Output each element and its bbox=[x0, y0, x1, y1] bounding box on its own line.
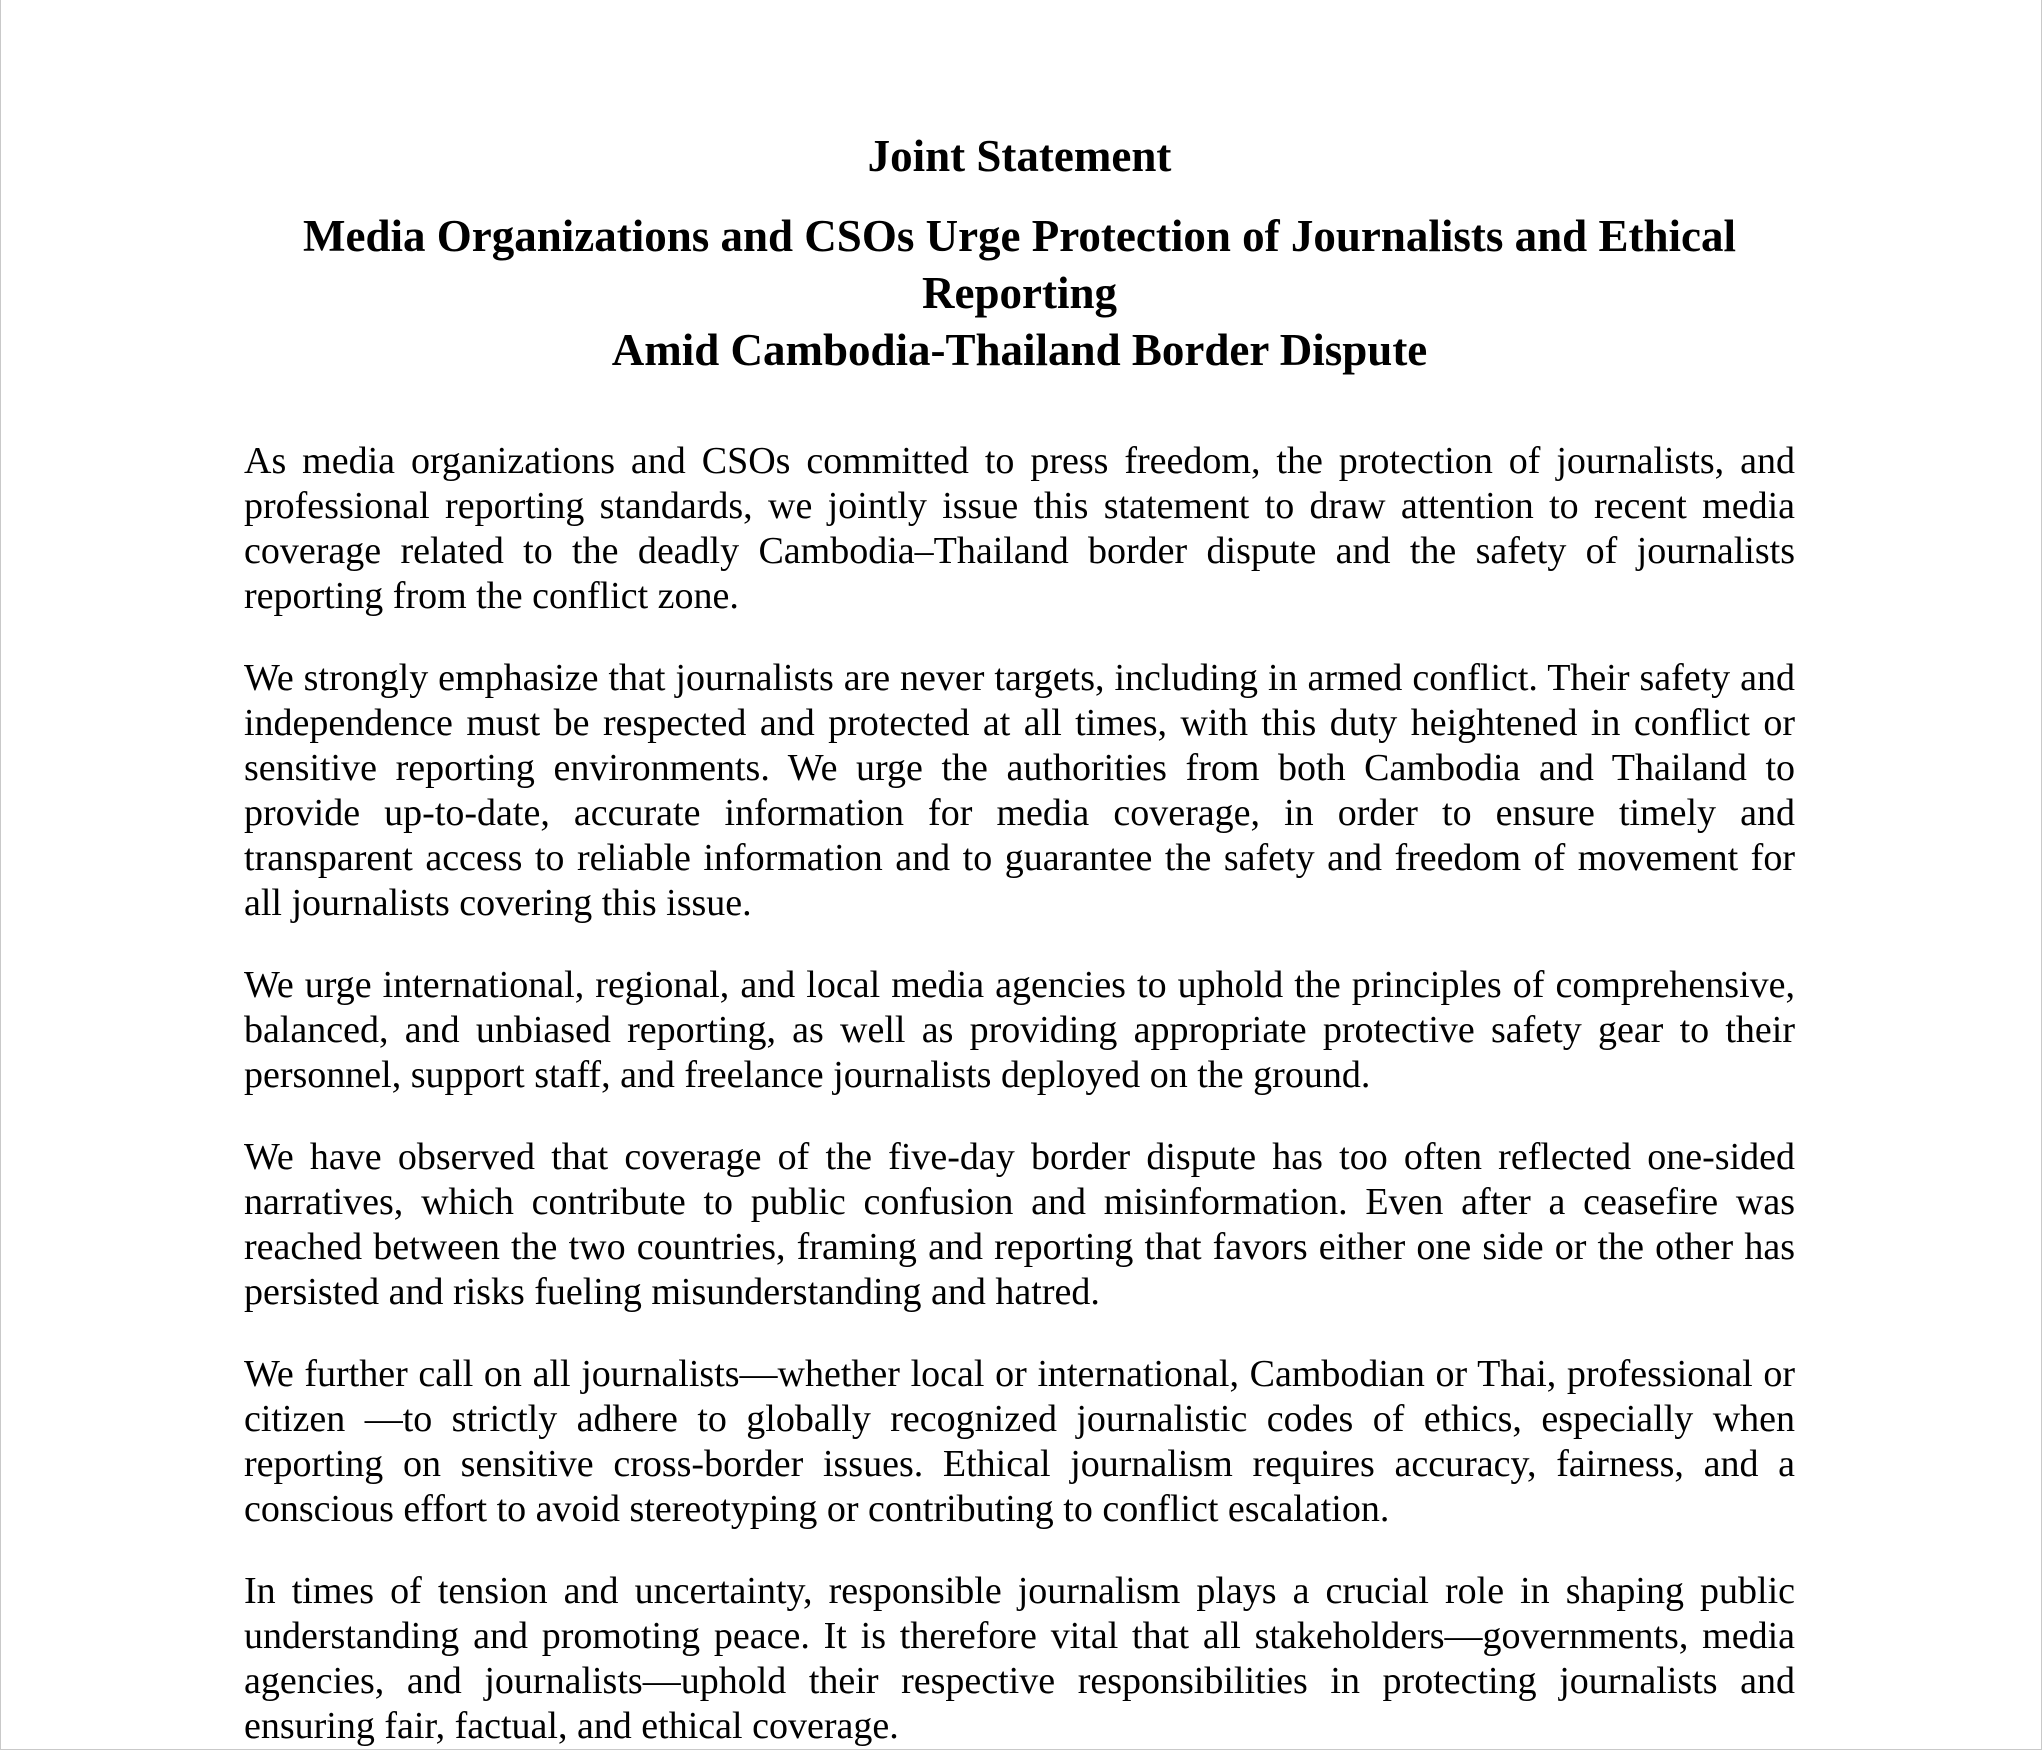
document-content bbox=[1, 0, 2041, 1749]
document-subtitle-line1: Media Organizations and CSOs Urge Protection of Journalists and Ethical Reporting bbox=[303, 211, 1736, 318]
paragraph: We strongly emphasize that journalists are never targets, including in armed conflict. Their safety and independence must be respected and protected at all times, with this duty heightened in conflict or sensitive reporting environments. We urge the authorities from both Cambodia and Thailand to provide up-to-date, accurate information for media coverage, in order to ensure timely and transparent access to reliable information and to guarantee the safety and freedom of movement for all journalists covering this issue. bbox=[244, 657, 1795, 924]
paragraph: We further call on all journalists—whether local or international, Cambodian or Thai, professional or citizen —to strictly adhere to globally recognized journalistic codes of ethics, especially when reporting on sensitive cross-border issues. Ethical journalism requires accuracy, fairness, and a conscious effort to avoid stereotyping or contributing to conflict escalation. bbox=[244, 1353, 1795, 1530]
paragraph: As media organizations and CSOs committed to press freedom, the protection of journalists, and professional reporting standards, we jointly issue this statement to draw attention to recent media coverage related to the deadly Cambodia–Thailand border dispute and the safety of journalists reporting from the conflict zone. bbox=[244, 440, 1795, 617]
document-subtitle-line2: Amid Cambodia-Thailand Border Dispute bbox=[611, 325, 1428, 375]
document-title: Joint Statement bbox=[867, 131, 1172, 181]
paragraph: We urge international, regional, and local media agencies to uphold the principles of comprehensive, balanced, and unbiased reporting, as well as providing appropriate protective safety gear to their personnel, support staff, and freelance journalists deployed on the ground. bbox=[244, 964, 1795, 1096]
paragraph: We have observed that coverage of the five-day border dispute has too often reflected one-sided narratives, which contribute to public confusion and misinformation. Even after a ceasefire was reached between the two countries, framing and reporting that favors either one side or the other has persisted and risks fueling misunderstanding and hatred. bbox=[244, 1136, 1795, 1313]
document-subtitle bbox=[244, 208, 1795, 379]
document-body bbox=[244, 439, 1795, 1749]
paragraph: In times of tension and uncertainty, responsible journalism plays a crucial role in shaping public understanding and promoting peace. It is therefore vital that all stakeholders—governments, media agencies, and journalists—uphold their respective responsibilities in protecting journalists and ensuring fair, factual, and ethical coverage. bbox=[244, 1570, 1795, 1747]
